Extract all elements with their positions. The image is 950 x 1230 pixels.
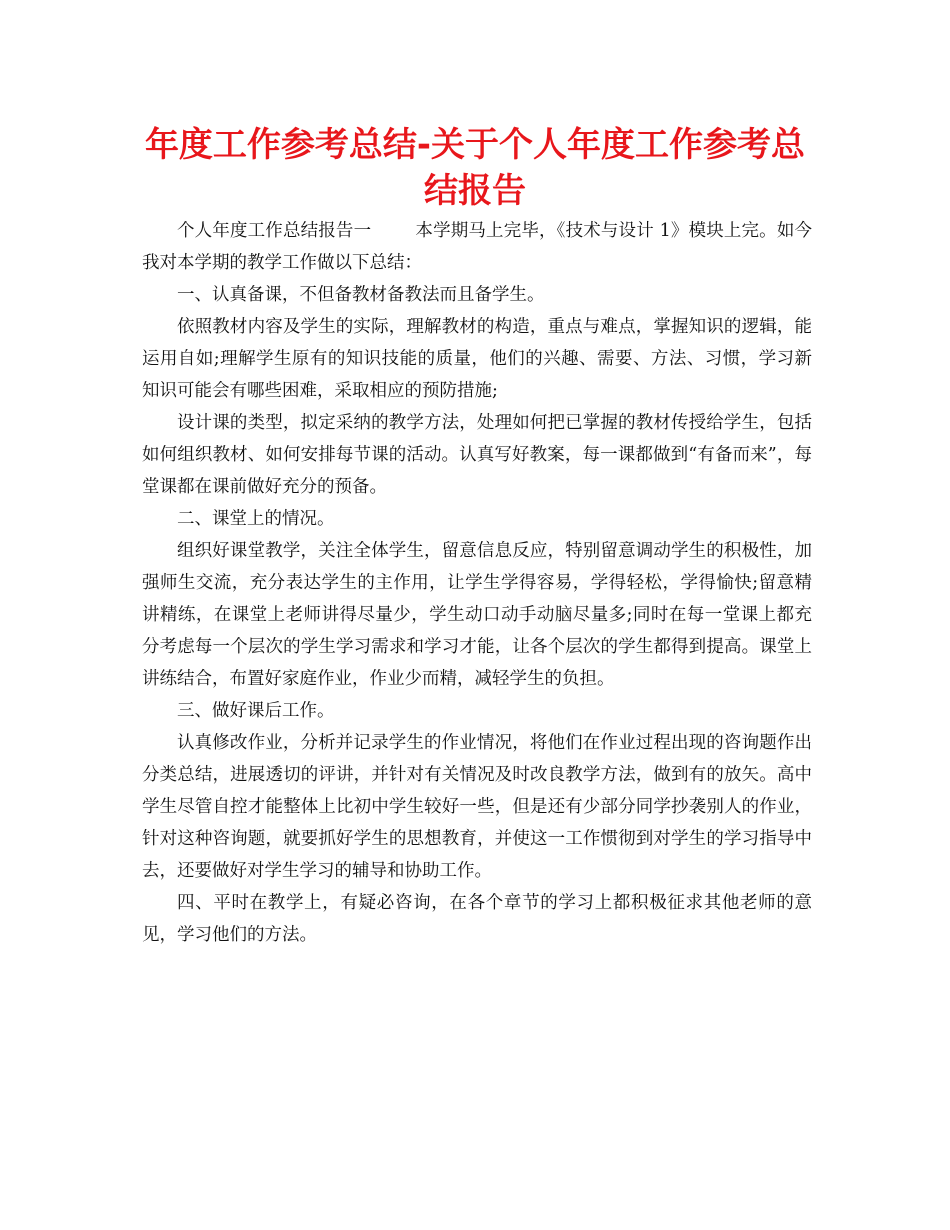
paragraph-heading-1: 一、认真备课，不但备教材备教法而且备学生。 <box>177 285 545 305</box>
document-body <box>142 215 812 951</box>
paragraph: 认真修改作业，分析并记录学生的作业情况，将他们在作业过程出现的咨询题作出分类总结，进展透切的评讲，并针对有关情况及时改良教学方法，做到有的放矢。高中学生尽管自控才能整体上比初中学生较好一些，但是还有少部分同学抄袭别人的作业，针对这种咨询题，就要抓好学生的思想教育，并使这一工作惯彻到对学生的学习指导中去，还要做好对学生学习的辅导和协助工作。 <box>142 733 812 881</box>
document-title: 年度工作参考总结-关于个人年度工作参考总结报告 <box>144 125 806 211</box>
intro-lead: 个人年度工作总结报告一 <box>177 221 372 241</box>
paragraph: 设计课的类型，拟定采纳的教学方法，处理如何把已掌握的教材传授给学生，包括如何组织教材、如何安排每节课的活动。认真写好教案，每一课都做到“有备而来”，每堂课都在课前做好充分的预备。 <box>142 413 812 497</box>
paragraph-heading-4: 四、平时在教学上，有疑必咨询，在各个章节的学习上都积极征求其他老师的意见，学习他们的方法。 <box>142 893 812 945</box>
paragraph-heading-2: 二、课堂上的情况。 <box>177 509 335 529</box>
intro-rest: 本学期马上完毕，《技术与设计 1》模块上完。如今我对本学期的教学工作做以下总结： <box>142 221 812 273</box>
paragraph: 依照教材内容及学生的实际，理解教材的构造，重点与难点，掌握知识的逻辑，能运用自如;理解学生原有的知识技能的质量，他们的兴趣、需要、方法、习惯，学习新知识可能会有哪些困难，采取相应的预防措施; <box>142 317 812 401</box>
paragraph: 组织好课堂教学，关注全体学生，留意信息反应，特别留意调动学生的积极性，加强师生交流，充分表达学生的主作用，让学生学得容易，学得轻松，学得愉快;留意精讲精练，在课堂上老师讲得尽量少，学生动口动手动脑尽量多;同时在每一堂课上都充分考虑每一个层次的学生学习需求和学习才能，让各个层次的学生都得到提高。课堂上讲练结合，布置好家庭作业，作业少而精，减轻学生的负担。 <box>142 541 812 689</box>
intro-paragraph <box>142 215 812 279</box>
paragraph-heading-3: 三、做好课后工作。 <box>177 701 335 721</box>
